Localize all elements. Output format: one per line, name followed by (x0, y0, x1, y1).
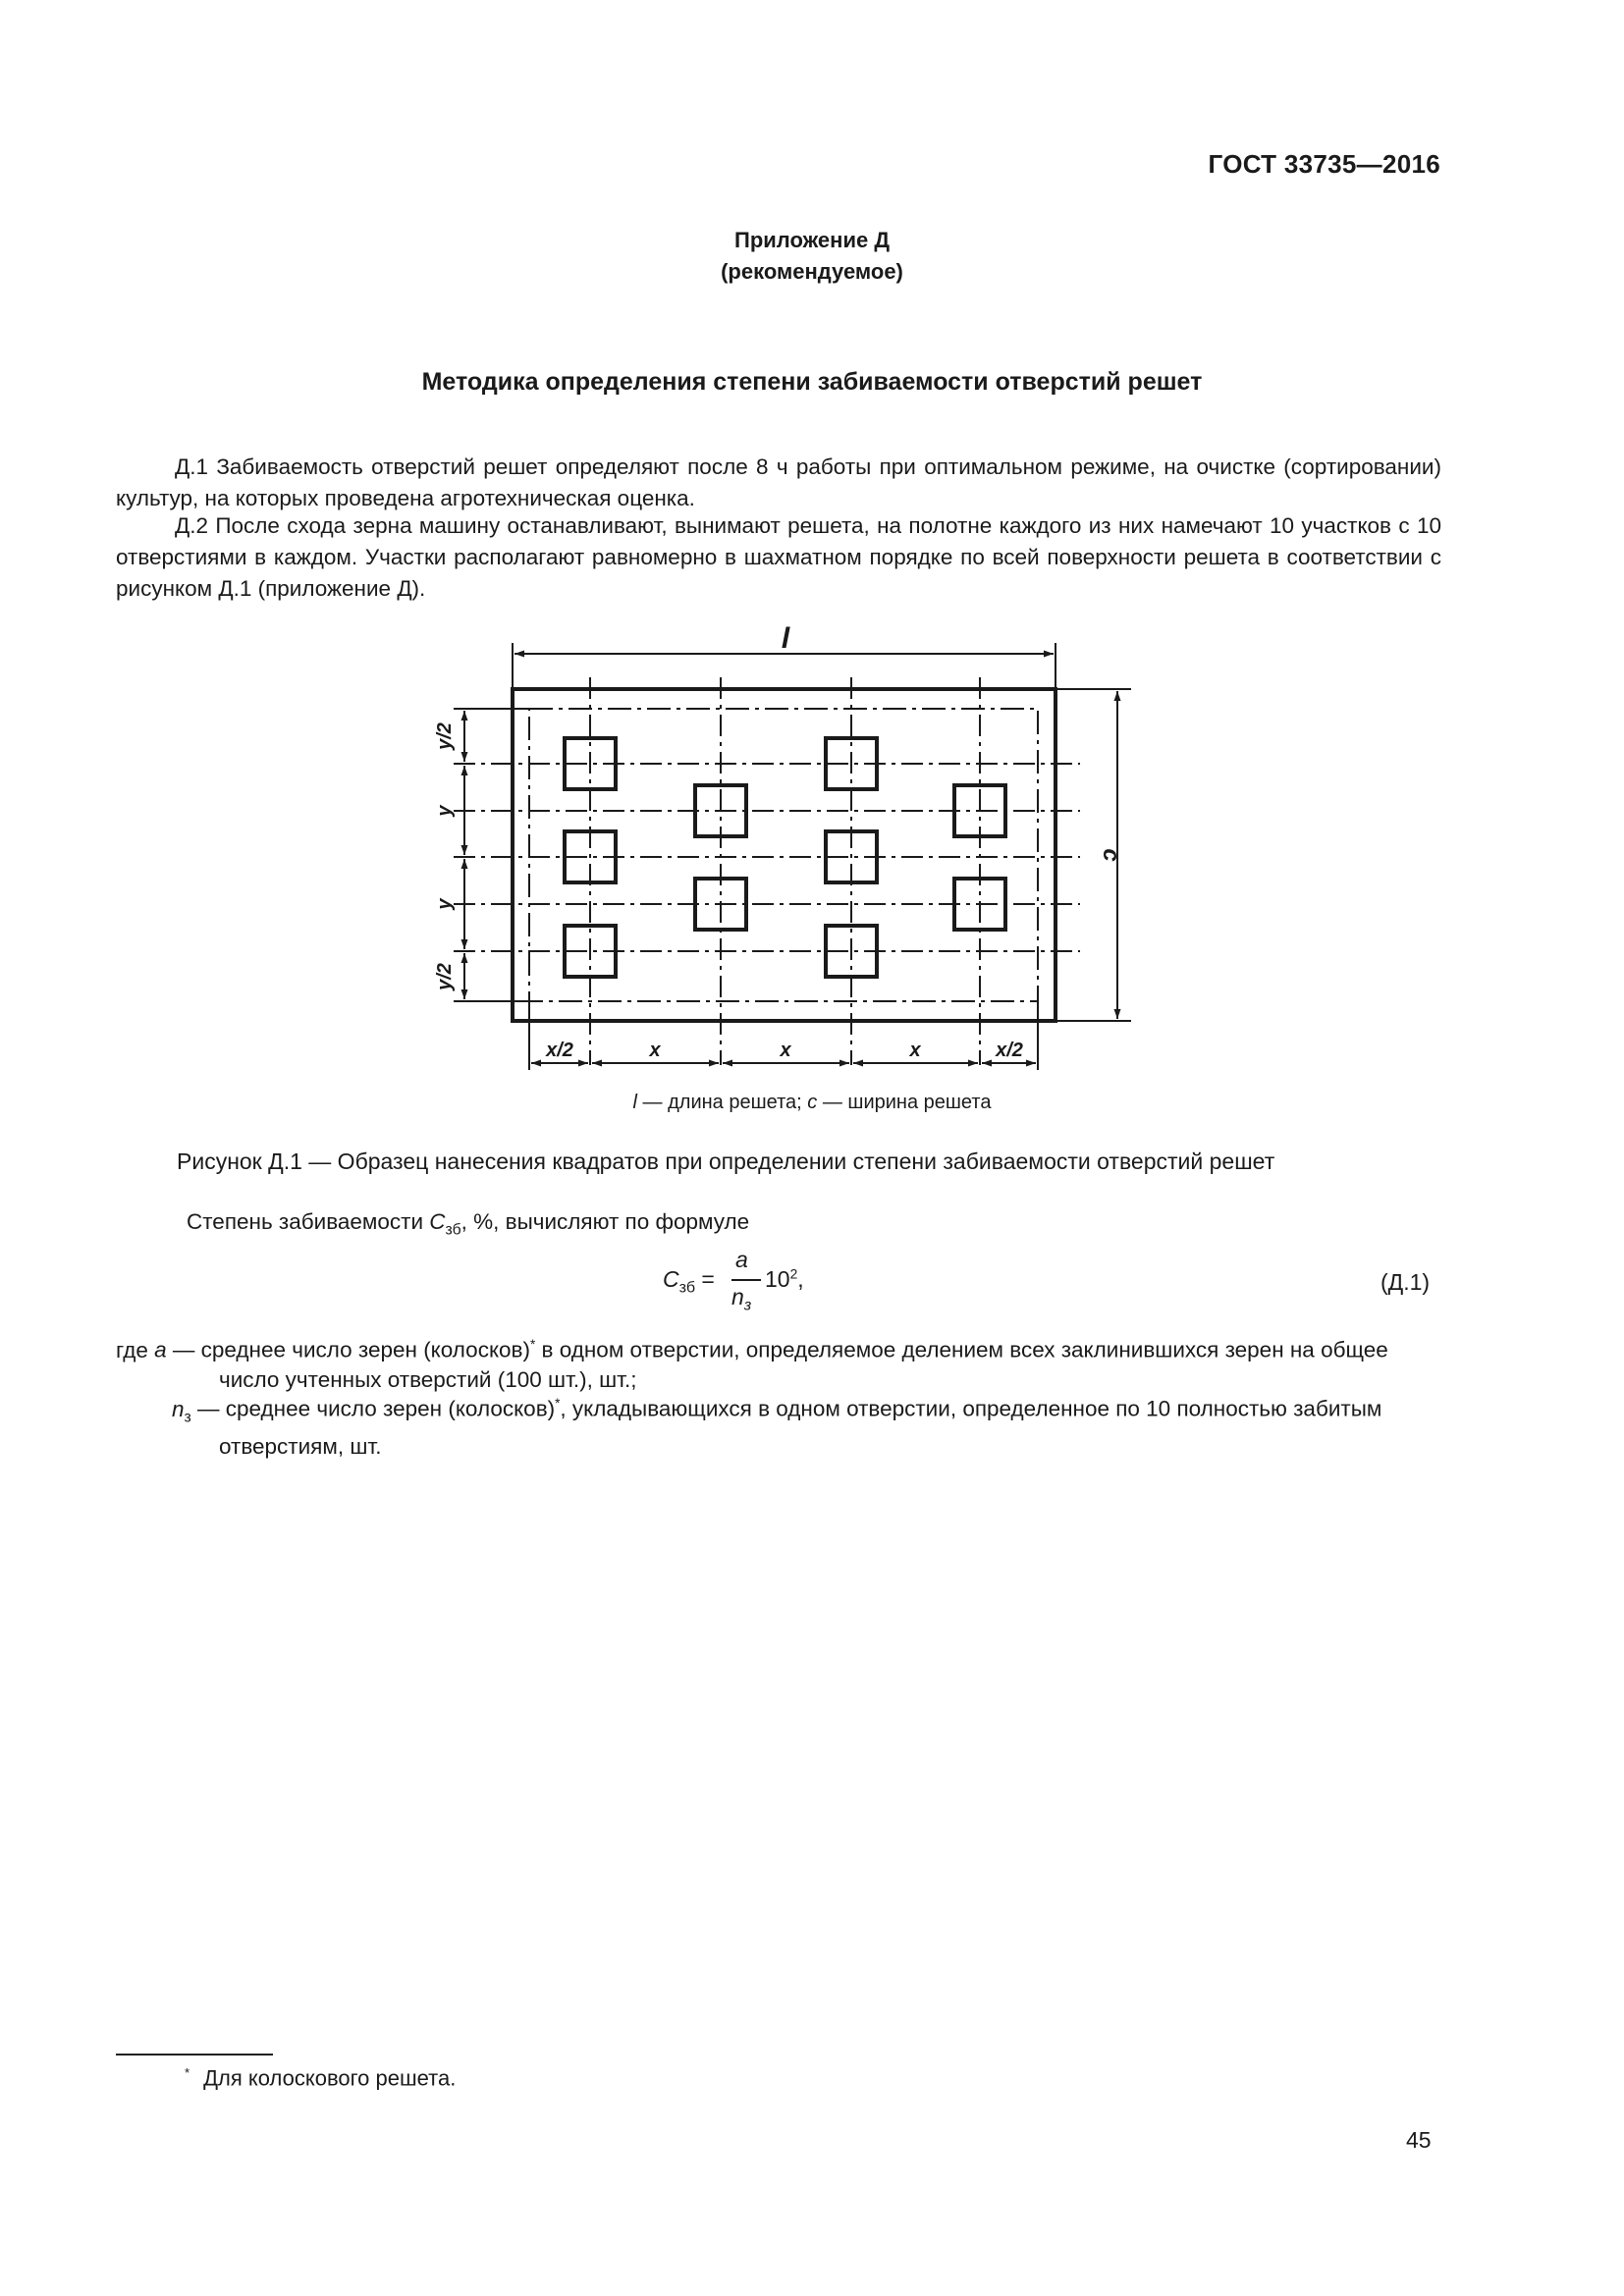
label-x-1: x (649, 1040, 661, 1061)
label-half-y-bottom: y/2 (434, 963, 456, 990)
formula-numerator: a (735, 1247, 748, 1272)
figure-caption: Рисунок Д.1 — Образец нанесения квадратов при определении степени забиваемости отверстий решет (177, 1148, 1275, 1174)
footnote: * Для колоскового решета. (185, 2065, 457, 2091)
page-number: 45 (1406, 2127, 1432, 2153)
paragraph-d1: Д.1 Забиваемость отверстий решет определяют после 8 ч работы при оптимальном режиме, на очистке (сортировании) культур, на которых проведена агротехническая оценка. (116, 454, 1441, 510)
formula-rhs: $10^2$, (765, 1266, 804, 1292)
formula-denominator: $n_з$ (731, 1284, 752, 1314)
label-half-x-right: x/2 (996, 1040, 1023, 1061)
sieve-inner-boundary (529, 709, 1038, 1001)
label-y-2: y (434, 898, 456, 910)
label-x-3: x (909, 1040, 921, 1061)
formula-intro: Степень забиваемости $C_{зб}$, %, вычисляют по формуле (187, 1209, 750, 1239)
footnote-separator (116, 2054, 273, 2056)
fraction-bar (731, 1279, 761, 1281)
label-half-x-left: x/2 (546, 1040, 573, 1061)
appendix-title: Приложение Д (734, 228, 890, 252)
label-width: c (1098, 848, 1124, 862)
paragraph-d2: Д.2 После схода зерна машину останавливают, вынимают решета, на полотне каждого из них намечают 10 участков с 10 отверстиями в каждом. Участки располагают равномерно в шахматном порядке по всей поверхности решета в соответствии с рисунком Д.1 (приложение Д). (116, 513, 1441, 601)
label-half-y-top: y/2 (434, 722, 456, 750)
horizontal-center-lines (454, 764, 1080, 951)
appendix-status: (рекомендуемое) (721, 259, 903, 284)
where-item-n: $n_з$ — среднее число зерен (колосков)*, укладывающихся в одном отверстии, определенное по 10 полностью забитым отверстиям, шт. (172, 1396, 1382, 1459)
formula-d1 (663, 1247, 859, 1325)
formula-lhs: $C_{зб}$ = (663, 1266, 715, 1297)
vertical-center-lines (590, 677, 980, 1065)
label-length: l (781, 622, 790, 655)
document-code: ГОСТ 33735—2016 (1208, 149, 1440, 179)
formula-number: (Д.1) (1380, 1269, 1431, 1295)
where-item-a: где a — среднее число зерен (колосков)* в одном отверстии, определяемое делением всех заклинившихся зерен на общее число учтенных отверстий (100 шт.), шт.; (116, 1337, 1388, 1392)
figure-legend: l — длина решета; c — ширина решета (632, 1092, 992, 1113)
section-title: Методика определения степени забиваемости отверстий решет (421, 368, 1203, 396)
label-x-2: x (780, 1040, 791, 1061)
label-y-1: y (434, 805, 456, 817)
